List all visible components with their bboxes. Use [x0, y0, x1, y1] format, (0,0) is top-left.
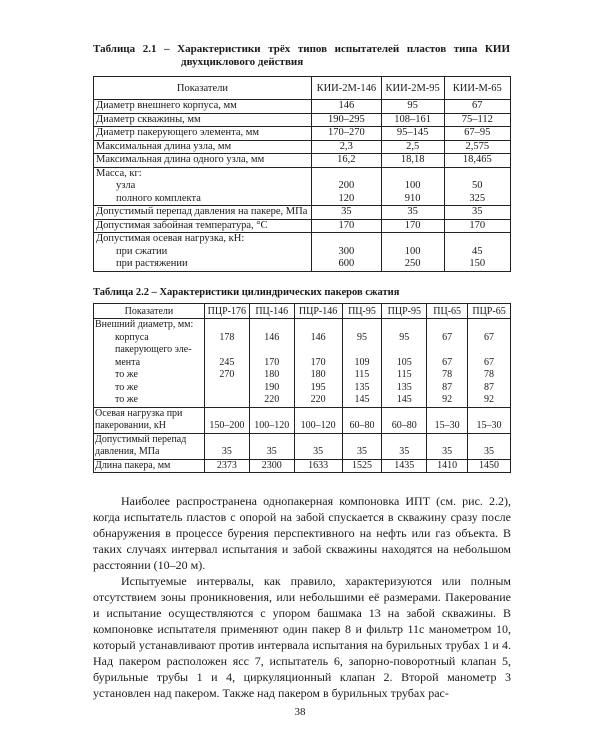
table1-value-cell — [311, 206, 381, 220]
table1-row — [94, 206, 511, 220]
cell-line: 2373 — [216, 459, 237, 471]
cell-line — [205, 394, 249, 407]
cell-line: 170 — [338, 219, 355, 231]
table2-value-cell — [468, 459, 511, 473]
cell-line: 100 — [404, 180, 421, 191]
cell-line: Максимальная длина одного узла, мм — [96, 154, 265, 165]
cell-line: 150 — [469, 258, 486, 269]
cell-line: 67 — [484, 331, 495, 343]
cell-spacer — [295, 434, 342, 447]
cell-line — [468, 319, 510, 332]
cell-line — [382, 233, 444, 246]
cell-line: пакеровании, кН — [95, 420, 167, 431]
cell-line: 146 — [338, 100, 355, 111]
cell-line: 190 — [264, 381, 280, 393]
cell-line: 2,5 — [406, 140, 420, 152]
cell-line: 95 — [407, 100, 418, 111]
cell-line: 170–270 — [327, 127, 365, 138]
cell-line: 1525 — [351, 459, 372, 471]
table1-value-cell — [381, 233, 444, 272]
cell-line: то же — [115, 369, 138, 380]
cell-line: 35 — [356, 446, 367, 457]
table1-header-row — [94, 77, 511, 100]
cell-line: 600 — [338, 258, 355, 269]
table1-value-cell — [444, 233, 510, 272]
table2-row — [94, 433, 511, 459]
cell-line — [295, 344, 342, 357]
table1-value-cell — [444, 140, 510, 154]
table2-label-cell — [94, 433, 205, 459]
table2-label-cell — [94, 319, 205, 408]
table2-value-cell — [382, 433, 427, 459]
cell-line — [445, 168, 510, 181]
cell-line: 1410 — [437, 459, 458, 471]
table1-value-cell — [311, 167, 381, 206]
table1-value-cell — [444, 167, 510, 206]
table1-value-cell — [381, 140, 444, 154]
table1-row — [94, 100, 511, 114]
cell-line: 325 — [469, 192, 486, 204]
page-number: 38 — [294, 706, 306, 718]
cell-line: Допустимый перепад — [95, 433, 187, 445]
table2-value-cell — [204, 407, 249, 433]
cell-spacer — [468, 434, 510, 447]
table2-value-cell — [249, 407, 294, 433]
table1-caption — [93, 43, 510, 69]
table2-value-cell — [249, 459, 294, 473]
table2-header-cell: ПЦ-95 — [342, 304, 382, 319]
cell-line — [205, 344, 249, 357]
table1-value-cell — [381, 154, 444, 168]
table2-header-cell: ПЦР-95 — [382, 304, 427, 319]
cell-line: корпуса — [115, 331, 149, 343]
table1-header-cell: КИИ-2М-146 — [311, 77, 381, 100]
cell-line: 35 — [484, 446, 495, 457]
cell-line: Допустимая осевая нагрузка, кН: — [96, 233, 245, 244]
cell-line: 35 — [266, 446, 277, 457]
table1-row — [94, 127, 511, 141]
cell-line: Масса, кг: — [96, 167, 142, 179]
cell-line — [312, 233, 381, 246]
table2-value-cell — [427, 407, 468, 433]
table2-label-cell — [94, 407, 205, 433]
cell-line: 108–161 — [394, 113, 432, 125]
table2-value-cell — [294, 459, 342, 473]
cell-line: 178 — [219, 331, 235, 343]
cell-line: 190–295 — [327, 113, 365, 125]
cell-line: полного комплекта — [116, 192, 201, 204]
table1-label-cell — [94, 100, 312, 114]
cell-line: 170 — [469, 219, 486, 231]
table2-caption: Таблица 2.2 – Характеристики цилиндрических пакеров сжатия — [93, 287, 400, 298]
table1-caption-line2: двухциклового действия — [181, 56, 304, 68]
table2-value-cell — [427, 459, 468, 473]
cell-line: 1450 — [479, 459, 500, 471]
cell-line: Диаметр скважины, мм — [96, 113, 201, 125]
cell-line: 35 — [399, 446, 410, 457]
cell-line: 910 — [404, 192, 421, 204]
cell-line — [343, 319, 382, 332]
cell-line: мента — [115, 356, 141, 368]
cell-line: 50 — [472, 180, 483, 191]
cell-line: 35 — [313, 446, 324, 457]
table2-value-cell — [294, 433, 342, 459]
body-paragraph-1: Наиболее распространена однопакерная компоновка ИПТ (см. рис. 2.2), когда испытатель пластов с опорой на забой спускается в скважину сразу после обнаружения в процессе бурения перспективного на нефть или газ объекта. В таких случаях интервал испытания и забой скважины находятся на небольшом расстоянии (10–20 м). — [93, 494, 511, 572]
table1-row — [94, 167, 511, 206]
table1-label-cell — [94, 167, 312, 206]
cell-line — [382, 319, 426, 332]
body-paragraph-2: Испытуемые интервалы, как правило, характеризуются или полным отсутствием зоны проникновения, или небольшими её размерами. Пакерование и испытание осуществляются с упором башмака 13 на забой скважины. В компоновке испытателя применяют один пакер 8 и фильтр 11с манометром 10, который устанавливают против интервала испытания на бурильных трубах 1 и 4. Над пакером расположен ясс 7, испытатель 6, запорно-поворотный клапан 5, бурильные трубы 1 и 4, циркуляционный клапан 2. Второй манометр 3 установлен над пакером. Также над пакером в бурильных трубах рас- — [93, 574, 511, 700]
cell-line: 87 — [442, 381, 453, 393]
cell-line: 220 — [264, 394, 280, 405]
cell-line: Максимальная длина узла, мм — [96, 140, 232, 152]
cell-line: Диаметр внешнего корпуса, мм — [96, 100, 237, 111]
cell-line: 170 — [404, 219, 421, 231]
table1-value-cell — [381, 113, 444, 127]
cell-line: 195 — [310, 381, 326, 393]
cell-line: то же — [115, 394, 138, 405]
cell-spacer — [250, 434, 294, 447]
table1-row — [94, 113, 511, 127]
cell-line: 100–120 — [300, 420, 336, 431]
cell-line: 78 — [484, 369, 495, 380]
table1-row — [94, 219, 511, 233]
cell-line — [295, 319, 342, 332]
table2-value-cell — [294, 319, 342, 408]
table2-value-cell — [249, 319, 294, 408]
cell-line: 18,18 — [400, 154, 425, 165]
cell-line: 16,2 — [337, 154, 356, 165]
cell-line: пакерующего эле- — [115, 344, 192, 355]
table1-label-cell — [94, 219, 312, 233]
table1-value-cell — [444, 219, 510, 233]
cell-line: 300 — [338, 245, 355, 257]
table2-value-cell — [294, 407, 342, 433]
table1-label-cell — [94, 127, 312, 141]
table1-value-cell — [444, 127, 510, 141]
table1-value-cell — [381, 127, 444, 141]
cell-line — [427, 344, 467, 357]
table2-header-cell: ПЦР-176 — [204, 304, 249, 319]
cell-line: 18,465 — [462, 154, 492, 165]
cell-line: при сжатии — [116, 245, 168, 257]
cell-line: 109 — [354, 356, 370, 368]
table1-value-cell — [311, 113, 381, 127]
cell-line: 67 — [442, 356, 453, 368]
cell-line — [250, 319, 294, 332]
table2-value-cell — [468, 407, 511, 433]
table2-value-cell — [204, 319, 249, 408]
cell-line: 87 — [484, 381, 495, 393]
table2-value-cell — [468, 319, 511, 408]
cell-line — [205, 382, 249, 395]
table2-value-cell — [427, 433, 468, 459]
cell-line — [382, 344, 426, 357]
cell-line: 15–30 — [434, 420, 460, 431]
cell-line: 135 — [354, 381, 370, 393]
cell-line: 60–80 — [349, 420, 375, 431]
table1-label-cell — [94, 154, 312, 168]
table2-header-cell: ПЦ-65 — [427, 304, 468, 319]
table2-value-cell — [342, 319, 382, 408]
cell-line: 170 — [264, 356, 280, 368]
cell-line: 67 — [472, 100, 483, 111]
cell-line: 92 — [442, 394, 453, 405]
table2-header-cell: Показатели — [94, 304, 205, 319]
cell-line: 1633 — [308, 459, 329, 471]
table1-header-cell: КИИ-2М-95 — [381, 77, 444, 100]
cell-line: 35 — [472, 206, 483, 217]
cell-line: 67 — [484, 356, 495, 368]
cell-line: Осевая нагрузка при — [95, 407, 183, 419]
table1-row — [94, 140, 511, 154]
body-paragraph-2-block — [93, 573, 511, 701]
cell-spacer — [468, 408, 510, 421]
cell-line: 105 — [396, 356, 412, 368]
cell-line: 95 — [356, 331, 367, 343]
table2-value-cell — [468, 433, 511, 459]
table1-value-cell — [311, 219, 381, 233]
table1-value-cell — [444, 100, 510, 114]
cell-line: 67 — [442, 331, 453, 343]
cell-line: 180 — [310, 369, 326, 380]
cell-line: то же — [115, 381, 138, 393]
table2-value-cell — [342, 433, 382, 459]
table1-value-cell — [444, 154, 510, 168]
table2 — [93, 303, 511, 473]
table1-value-cell — [381, 100, 444, 114]
cell-line: 35 — [442, 446, 453, 457]
cell-line: 146 — [310, 331, 326, 343]
table2-value-cell — [427, 319, 468, 408]
cell-line: 145 — [354, 394, 370, 405]
cell-line: 270 — [219, 369, 235, 380]
table2-value-cell — [342, 459, 382, 473]
cell-line: Допустимая забойная температура, °С — [96, 219, 268, 231]
cell-spacer — [382, 434, 426, 447]
cell-line: 78 — [442, 369, 453, 380]
cell-spacer — [205, 434, 249, 447]
cell-line: при растяжении — [116, 258, 188, 269]
cell-spacer — [295, 408, 342, 421]
cell-line: 115 — [354, 369, 370, 380]
cell-line — [250, 344, 294, 357]
table2-value-cell — [204, 459, 249, 473]
cell-line: 2,575 — [465, 140, 490, 152]
table1-value-cell — [381, 219, 444, 233]
cell-line: 135 — [396, 381, 412, 393]
table1-header-cell: КИИ-М-65 — [444, 77, 510, 100]
cell-line: 146 — [264, 331, 280, 343]
cell-line: Внешний диаметр, мм: — [95, 319, 194, 330]
body-paragraph-1-block — [93, 493, 511, 573]
table1-caption-line1: Таблица 2.1 – Характеристики трёх типов испытателей пластов типа КИИ — [93, 43, 510, 55]
cell-line: узла — [116, 180, 136, 191]
cell-line: 15–30 — [476, 420, 502, 431]
cell-line: 150–200 — [209, 420, 245, 431]
cell-line: Диаметр пакерующего элемента, мм — [96, 127, 260, 138]
cell-spacer — [205, 408, 249, 421]
cell-line: 220 — [310, 394, 326, 405]
table2-label-cell: Длина пакера, мм — [94, 459, 205, 473]
cell-line — [427, 319, 467, 332]
cell-line: 75–112 — [461, 113, 493, 125]
cell-line: 180 — [264, 369, 280, 380]
cell-line: 45 — [472, 245, 483, 257]
cell-line: Допустимый перепад давления на пакере, МПа — [96, 206, 308, 217]
cell-line: 35 — [341, 206, 352, 217]
table2-header-row — [94, 304, 511, 319]
cell-line: 35 — [407, 206, 418, 217]
table2-header-cell: ПЦ-146 — [249, 304, 294, 319]
table2-value-cell — [249, 433, 294, 459]
table1-value-cell — [311, 127, 381, 141]
table1-value-cell — [381, 167, 444, 206]
table1-value-cell — [311, 100, 381, 114]
cell-line: 35 — [221, 446, 232, 457]
cell-line: 1435 — [394, 459, 415, 471]
table2-header-cell: ПЦР-65 — [468, 304, 511, 319]
table1-label-cell — [94, 140, 312, 154]
table1-label-cell — [94, 113, 312, 127]
cell-line: 95–145 — [396, 127, 429, 138]
cell-line: 145 — [396, 394, 412, 405]
table1-label-cell — [94, 206, 312, 220]
cell-line — [205, 319, 249, 332]
cell-spacer — [343, 408, 382, 421]
cell-line — [312, 168, 381, 181]
cell-line: 100–120 — [254, 420, 290, 431]
cell-line: 120 — [338, 192, 355, 204]
cell-line — [343, 344, 382, 357]
cell-line: 67–95 — [464, 127, 491, 138]
table1-row — [94, 154, 511, 168]
table2-value-cell — [382, 407, 427, 433]
table1-value-cell — [311, 140, 381, 154]
cell-spacer — [427, 434, 467, 447]
table1-value-cell — [381, 206, 444, 220]
cell-spacer — [427, 408, 467, 421]
cell-line: 92 — [484, 394, 495, 405]
cell-line — [445, 233, 510, 246]
table2-value-cell — [382, 459, 427, 473]
table2-header-cell: ПЦР-146 — [294, 304, 342, 319]
table2-row — [94, 407, 511, 433]
cell-line: 250 — [404, 258, 421, 269]
cell-line: 95 — [399, 331, 410, 343]
cell-line: 200 — [338, 180, 355, 191]
cell-line: 2,3 — [339, 140, 353, 152]
cell-line — [468, 344, 510, 357]
table1-header-cell: Показатели — [94, 77, 312, 100]
table2-value-cell — [382, 319, 427, 408]
cell-line: 245 — [219, 356, 235, 368]
table1-value-cell — [311, 233, 381, 272]
cell-spacer — [382, 408, 426, 421]
table1-value-cell — [444, 206, 510, 220]
cell-line — [382, 168, 444, 181]
table2-value-cell — [342, 407, 382, 433]
table2-row — [94, 319, 511, 408]
table2-value-cell — [204, 433, 249, 459]
table1-label-cell — [94, 233, 312, 272]
table1 — [93, 76, 511, 272]
cell-line: 60–80 — [391, 420, 417, 431]
table1-value-cell — [311, 154, 381, 168]
cell-line: 115 — [396, 369, 412, 380]
cell-spacer — [343, 434, 382, 447]
cell-line: 2300 — [261, 459, 282, 471]
cell-line: давления, МПа — [95, 446, 160, 457]
table2-row — [94, 459, 511, 473]
table1-value-cell — [444, 113, 510, 127]
cell-line: 100 — [404, 245, 421, 257]
cell-line: 170 — [310, 356, 326, 368]
table1-row — [94, 233, 511, 272]
cell-spacer — [250, 408, 294, 421]
